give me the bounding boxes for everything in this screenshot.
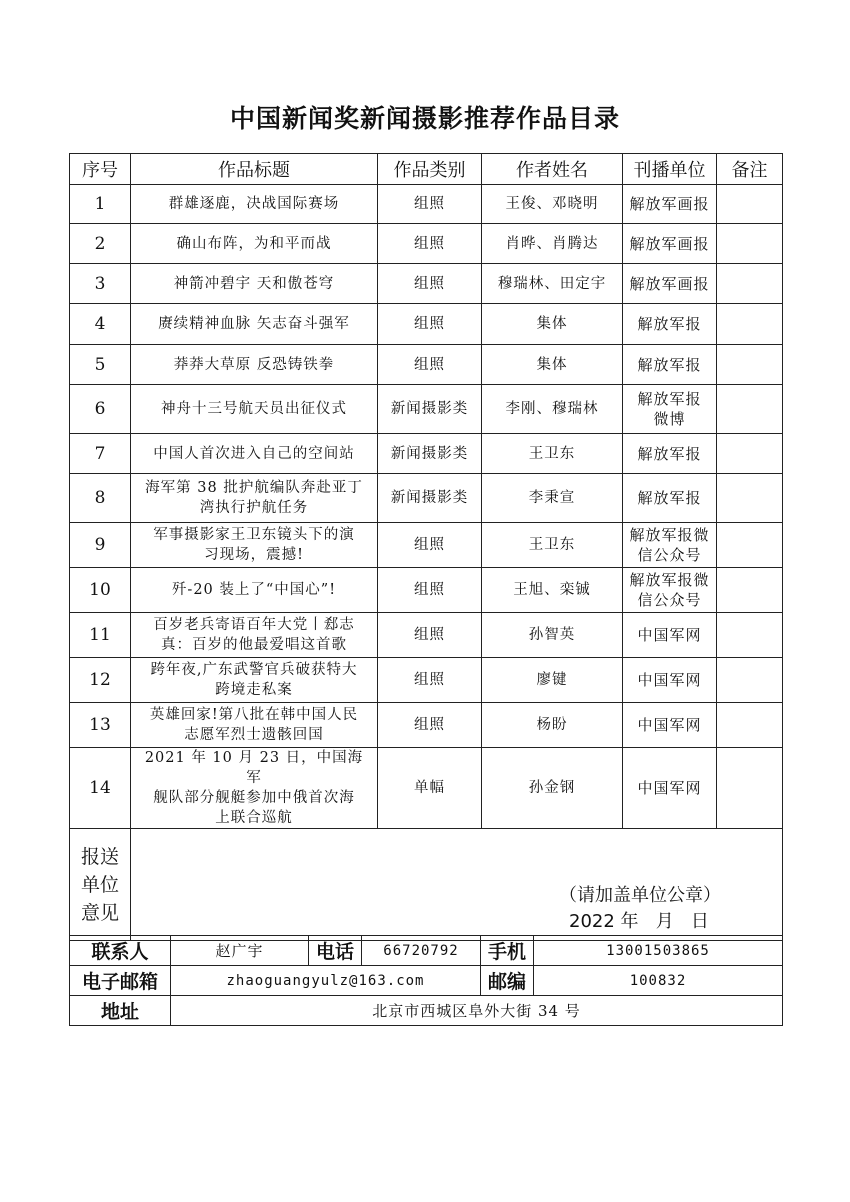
page-title: 中国新闻奖新闻摄影推荐作品目录	[229, 104, 620, 133]
table-row	[70, 345, 783, 385]
row-title: 赓续精神血脉 矢志奋斗强军	[131, 304, 378, 345]
row-title: 歼-20 装上了“中国心”!	[131, 568, 378, 613]
table-row	[70, 264, 783, 304]
row-category: 组照	[378, 304, 482, 345]
row-index: 3	[70, 264, 131, 304]
row-title: 中国人首次进入自己的空间站	[131, 434, 378, 474]
email-row	[70, 966, 783, 996]
table-row	[70, 185, 783, 224]
row-note	[717, 474, 783, 523]
address-value[interactable]: 北京市西城区阜外大街 34 号	[171, 996, 783, 1026]
table-row	[70, 304, 783, 345]
header-authors: 作者姓名	[482, 154, 623, 185]
row-category: 新闻摄影类	[378, 385, 482, 434]
row-authors: 集体	[482, 304, 623, 345]
row-index: 2	[70, 224, 131, 264]
postcode-value[interactable]: 100832	[534, 966, 783, 996]
row-index: 9	[70, 523, 131, 568]
opinion-row	[70, 829, 783, 941]
header-index: 序号	[70, 154, 131, 185]
row-unit: 中国军网	[623, 748, 717, 829]
row-unit: 解放军画报	[623, 224, 717, 264]
contact-table	[69, 935, 783, 1026]
row-title: 军事摄影家王卫东镜头下的演 习现场，震撼!	[131, 523, 378, 568]
row-category: 组照	[378, 185, 482, 224]
row-note	[717, 185, 783, 224]
table-row	[70, 703, 783, 748]
contact-row	[70, 936, 783, 966]
row-note	[717, 345, 783, 385]
row-authors: 王卫东	[482, 523, 623, 568]
row-index: 7	[70, 434, 131, 474]
row-title: 百岁老兵寄语百年大党丨郄志 真：百岁的他最爱唱这首歌	[131, 613, 378, 658]
row-authors: 穆瑞林、田定宇	[482, 264, 623, 304]
email-value[interactable]: zhaoguangyulz@163.com	[171, 966, 481, 996]
table-row	[70, 658, 783, 703]
row-note	[717, 434, 783, 474]
row-unit: 解放军报	[623, 434, 717, 474]
row-unit: 解放军画报	[623, 264, 717, 304]
address-label: 地址	[70, 996, 171, 1026]
row-category: 组照	[378, 703, 482, 748]
row-note	[717, 264, 783, 304]
row-index: 1	[70, 185, 131, 224]
row-title: 海军第 38 批护航编队奔赴亚丁 湾执行护航任务	[131, 474, 378, 523]
row-index: 4	[70, 304, 131, 345]
row-authors: 孙智英	[482, 613, 623, 658]
mobile-label: 手机	[481, 936, 534, 966]
seal-note: （请加盖单位公章）	[559, 885, 721, 906]
mobile-value[interactable]: 13001503865	[534, 936, 783, 966]
postcode-label: 邮编	[481, 966, 534, 996]
opinion-area[interactable]	[131, 829, 783, 941]
table-row	[70, 568, 783, 613]
row-category: 单幅	[378, 748, 482, 829]
row-category: 新闻摄影类	[378, 474, 482, 523]
row-unit: 解放军报	[623, 474, 717, 523]
row-authors: 孙金钢	[482, 748, 623, 829]
row-category: 组照	[378, 264, 482, 304]
row-note	[717, 568, 783, 613]
row-index: 11	[70, 613, 131, 658]
row-index: 8	[70, 474, 131, 523]
row-category: 组照	[378, 224, 482, 264]
table-header-row	[70, 154, 783, 185]
row-index: 12	[70, 658, 131, 703]
table-row	[70, 748, 783, 829]
contact-value[interactable]: 赵广宇	[171, 936, 309, 966]
address-row	[70, 996, 783, 1026]
row-note	[717, 304, 783, 345]
row-category: 组照	[378, 613, 482, 658]
row-authors: 李刚、穆瑞林	[482, 385, 623, 434]
row-category: 组照	[378, 523, 482, 568]
row-category: 组照	[378, 345, 482, 385]
table-row	[70, 224, 783, 264]
row-title: 神舟十三号航天员出征仪式	[131, 385, 378, 434]
row-index: 14	[70, 748, 131, 829]
row-note	[717, 613, 783, 658]
row-category: 新闻摄影类	[378, 434, 482, 474]
row-note	[717, 703, 783, 748]
phone-value[interactable]: 66720792	[362, 936, 481, 966]
email-label: 电子邮箱	[70, 966, 171, 996]
contact-label: 联系人	[70, 936, 171, 966]
table-row	[70, 613, 783, 658]
row-title: 跨年夜,广东武警官兵破获特大 跨境走私案	[131, 658, 378, 703]
row-unit: 解放军报	[623, 304, 717, 345]
row-title: 神箭冲碧宇 天和傲苍穹	[131, 264, 378, 304]
header-category: 作品类别	[378, 154, 482, 185]
row-unit: 中国军网	[623, 613, 717, 658]
header-note: 备注	[717, 154, 783, 185]
opinion-label: 报送 单位 意见	[70, 829, 131, 941]
row-authors: 王俊、邓晓明	[482, 185, 623, 224]
row-authors: 廖键	[482, 658, 623, 703]
header-title: 作品标题	[131, 154, 378, 185]
row-authors: 王旭、栾铖	[482, 568, 623, 613]
table-row	[70, 474, 783, 523]
row-note	[717, 748, 783, 829]
row-unit: 中国军网	[623, 658, 717, 703]
header-unit: 刊播单位	[623, 154, 717, 185]
row-unit: 中国军网	[623, 703, 717, 748]
row-unit: 解放军报微 信公众号	[623, 523, 717, 568]
works-table	[69, 153, 783, 941]
row-unit: 解放军报 微博	[623, 385, 717, 434]
row-title: 莽莽大草原 反恐铸铁拳	[131, 345, 378, 385]
row-note	[717, 658, 783, 703]
row-index: 10	[70, 568, 131, 613]
row-note	[717, 224, 783, 264]
row-unit: 解放军报微 信公众号	[623, 568, 717, 613]
row-authors: 肖晔、肖腾达	[482, 224, 623, 264]
row-index: 5	[70, 345, 131, 385]
row-title: 确山布阵，为和平而战	[131, 224, 378, 264]
row-unit: 解放军画报	[623, 185, 717, 224]
table-row	[70, 385, 783, 434]
row-authors: 集体	[482, 345, 623, 385]
table-row	[70, 523, 783, 568]
row-title: 2021 年 10 月 23 日，中国海军 舰队部分舰艇参加中俄首次海 上联合巡航	[131, 748, 378, 829]
row-authors: 李秉宣	[482, 474, 623, 523]
row-title: 群雄逐鹿，决战国际赛场	[131, 185, 378, 224]
row-authors: 杨盼	[482, 703, 623, 748]
row-title: 英雄回家!第八批在韩中国人民 志愿军烈士遗骸回国	[131, 703, 378, 748]
row-note	[717, 523, 783, 568]
row-category: 组照	[378, 568, 482, 613]
table-row	[70, 434, 783, 474]
row-authors: 王卫东	[482, 434, 623, 474]
date-line: 2022 年 月 日	[569, 911, 709, 932]
phone-label: 电话	[309, 936, 362, 966]
row-category: 组照	[378, 658, 482, 703]
row-unit: 解放军报	[623, 345, 717, 385]
row-index: 6	[70, 385, 131, 434]
row-note	[717, 385, 783, 434]
row-index: 13	[70, 703, 131, 748]
